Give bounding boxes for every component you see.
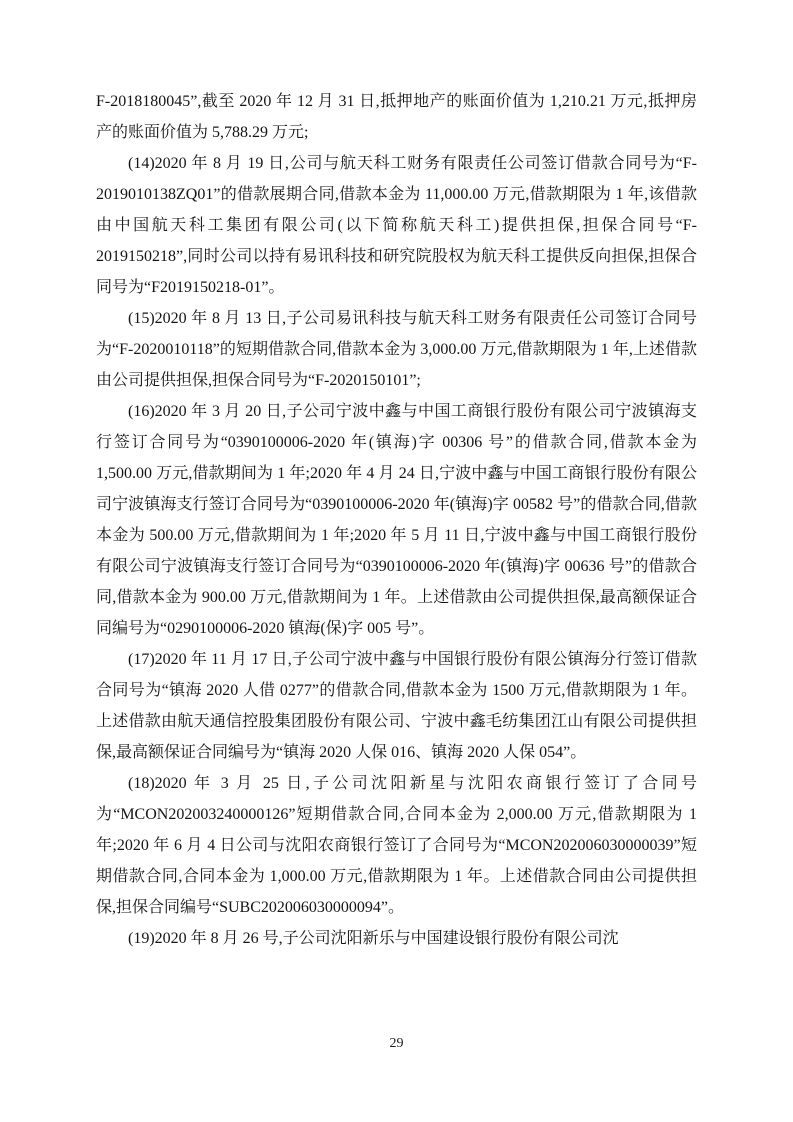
paragraph-item-15: (15)2020 年 8 月 13 日,子公司易讯科技与航天科工财务有限责任公司签订合同号为“F-2020010118”的短期借款合同,借款本金为 3,000.00 万元,借款期限为 1 年,上述借款由公司提供担保,担保合同号为“F-2020150101”; [96, 310, 697, 389]
document-body [96, 86, 697, 954]
paragraph-item-18: (18)2020 年 3 月 25 日,子公司沈阳新星与沈阳农商银行签订了合同号为“MCON202003240000126”短期借款合同,合同本金为 2,000.00 万元,借款期限为 1 年;2020 年 6 月 4 日公司与沈阳农商银行签订了合同号为“MCON202006030000039”短期借款合同,合同本金为 1,000.00 万元,借款期限为 1 年。上述借款合同由公司提供担保,担保合同编号“SUBC202006030000094”。 [96, 775, 697, 916]
page-number: 29 [389, 1036, 404, 1051]
paragraph-item-19: (19)2020 年 8 月 26 号,子公司沈阳新乐与中国建设银行股份有限公司沈 [128, 930, 619, 947]
paragraph-item-17: (17)2020 年 11 月 17 日,子公司宁波中鑫与中国银行股份有限公镇海分行签订借款合同号为“镇海 2020 人借 0277”的借款合同,借款本金为 1500 万元,借款期限为 1 年。上述借款由航天通信控股集团股份有限公司、宁波中鑫毛纺集团江山有限公司提供担保,最高额保证合同编号为“镇海 2020 人保 016、镇海 2020 人保 054”。 [96, 651, 697, 761]
paragraph-item-14: (14)2020 年 8 月 19 日,公司与航天科工财务有限责任公司签订借款合同号为“F-2019010138ZQ01”的借款展期合同,借款本金为 11,000.00 万元,借款期限为 1 年,该借款由中国航天科工集团有限公司(以下简称航天科工)提供担保,担保合同号“F-2019150218”,同时公司以持有易讯科技和研究院股权为航天科工提供反向担保,担保合同号为“F2019150218-01”。 [96, 155, 697, 296]
paragraph-item-16: (16)2020 年 3 月 20 日,子公司宁波中鑫与中国工商银行股份有限公司宁波镇海支行签订合同号为“0390100006-2020 年(镇海)字 00306 号”的借款合同,借款本金为 1,500.00 万元,借款期间为 1 年;2020 年 4 月 24 日,宁波中鑫与中国工商银行股份有限公司宁波镇海支行签订合同号为“0390100006-2020 年(镇海)字 00582 号”的借款合同,借款本金为 500.00 万元,借款期间为 1 年;2020 年 5 月 11 日,宁波中鑫与中国工商银行股份有限公司宁波镇海支行签订合同号为“0390100006-2020 年(镇海)字 00636 号”的借款合同,借款本金为 900.00 万元,借款期间为 1 年。上述借款由公司提供担保,最高额保证合同编号为“0290100006-2020 镇海(保)字 005 号”。 [96, 403, 697, 637]
paragraph-continuation: F-2018180045”,截至 2020 年 12 月 31 日,抵押地产的账面价值为 1,210.21 万元,抵押房产的账面价值为 5,788.29 万元; [96, 93, 697, 141]
